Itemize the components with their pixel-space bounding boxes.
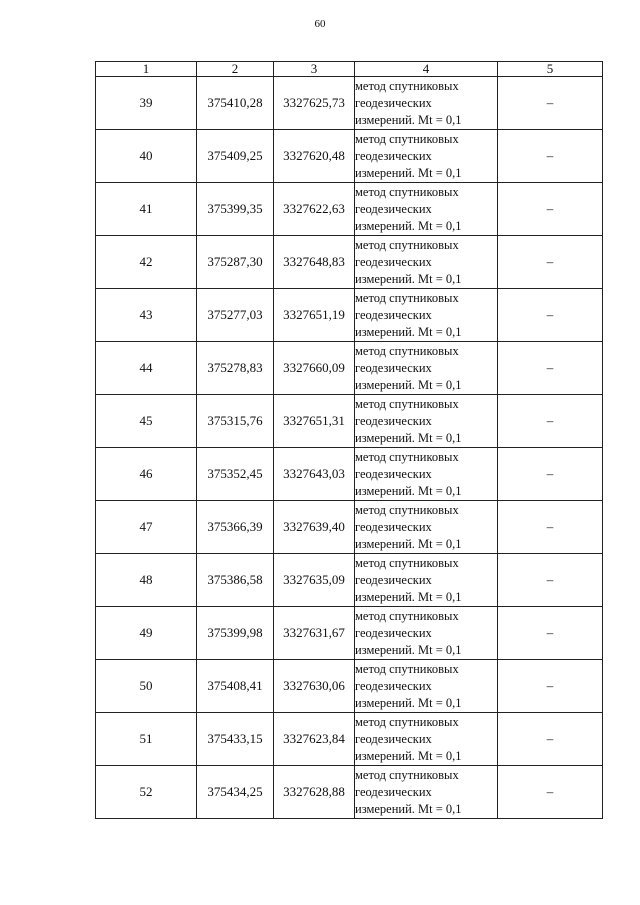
x-coordinate-cell: 375386,58	[197, 554, 274, 607]
method-line: геодезических	[355, 625, 432, 640]
y-coordinate-cell: 3327635,09	[274, 554, 355, 607]
y-coordinate-cell: 3327630,06	[274, 660, 355, 713]
method-line: метод спутниковых	[355, 608, 459, 623]
method-line: геодезических	[355, 784, 432, 799]
point-number-cell: 44	[96, 342, 197, 395]
table-row	[96, 183, 603, 236]
method-line: измерений. Mt = 0,1	[355, 589, 462, 604]
method-cell	[355, 395, 498, 448]
y-coordinate-cell: 3327639,40	[274, 501, 355, 554]
method-line: измерений. Mt = 0,1	[355, 801, 462, 816]
column-header-3: 3	[274, 62, 355, 77]
method-line: геодезических	[355, 519, 432, 534]
method-line: геодезических	[355, 413, 432, 428]
method-line: метод спутниковых	[355, 184, 459, 199]
method-cell	[355, 554, 498, 607]
note-cell: –	[498, 660, 603, 713]
method-line: метод спутниковых	[355, 131, 459, 146]
column-header-4: 4	[355, 62, 498, 77]
method-line: измерений. Mt = 0,1	[355, 112, 462, 127]
y-coordinate-cell: 3327648,83	[274, 236, 355, 289]
note-cell: –	[498, 183, 603, 236]
table-row	[96, 554, 603, 607]
method-line: метод спутниковых	[355, 555, 459, 570]
method-line: измерений. Mt = 0,1	[355, 165, 462, 180]
x-coordinate-cell: 375278,83	[197, 342, 274, 395]
table-row	[96, 236, 603, 289]
column-header-2: 2	[197, 62, 274, 77]
method-cell	[355, 236, 498, 289]
point-number-cell: 50	[96, 660, 197, 713]
method-line: геодезических	[355, 148, 432, 163]
point-number-cell: 52	[96, 766, 197, 819]
note-cell: –	[498, 77, 603, 130]
method-line: геодезических	[355, 466, 432, 481]
y-coordinate-cell: 3327643,03	[274, 448, 355, 501]
y-coordinate-cell: 3327660,09	[274, 342, 355, 395]
method-cell	[355, 501, 498, 554]
x-coordinate-cell: 375366,39	[197, 501, 274, 554]
page-number: 60	[314, 18, 326, 30]
method-cell	[355, 448, 498, 501]
point-number-cell: 51	[96, 713, 197, 766]
table-row	[96, 660, 603, 713]
table-row	[96, 342, 603, 395]
method-cell	[355, 77, 498, 130]
method-line: измерений. Mt = 0,1	[355, 271, 462, 286]
note-cell: –	[498, 713, 603, 766]
x-coordinate-cell: 375434,25	[197, 766, 274, 819]
method-cell	[355, 766, 498, 819]
method-line: измерений. Mt = 0,1	[355, 642, 462, 657]
x-coordinate-cell: 375399,98	[197, 607, 274, 660]
method-line: измерений. Mt = 0,1	[355, 377, 462, 392]
table-row	[96, 501, 603, 554]
table-row	[96, 766, 603, 819]
point-number-cell: 48	[96, 554, 197, 607]
table-row	[96, 607, 603, 660]
x-coordinate-cell: 375352,45	[197, 448, 274, 501]
method-cell	[355, 289, 498, 342]
note-cell: –	[498, 130, 603, 183]
table-header-row	[96, 62, 603, 77]
method-line: метод спутниковых	[355, 714, 459, 729]
point-number-cell: 40	[96, 130, 197, 183]
point-number-cell: 39	[96, 77, 197, 130]
x-coordinate-cell: 375433,15	[197, 713, 274, 766]
x-coordinate-cell: 375315,76	[197, 395, 274, 448]
point-number-cell: 43	[96, 289, 197, 342]
method-line: измерений. Mt = 0,1	[355, 324, 462, 339]
method-line: измерений. Mt = 0,1	[355, 430, 462, 445]
point-number-cell: 49	[96, 607, 197, 660]
method-line: геодезических	[355, 254, 432, 269]
note-cell: –	[498, 342, 603, 395]
y-coordinate-cell: 3327631,67	[274, 607, 355, 660]
x-coordinate-cell: 375408,41	[197, 660, 274, 713]
point-number-cell: 46	[96, 448, 197, 501]
note-cell: –	[498, 501, 603, 554]
table-body	[96, 77, 603, 819]
x-coordinate-cell: 375399,35	[197, 183, 274, 236]
table-row	[96, 130, 603, 183]
note-cell: –	[498, 448, 603, 501]
point-number-cell: 45	[96, 395, 197, 448]
method-line: измерений. Mt = 0,1	[355, 748, 462, 763]
table-row	[96, 77, 603, 130]
method-line: геодезических	[355, 95, 432, 110]
method-line: геодезических	[355, 360, 432, 375]
y-coordinate-cell: 3327620,48	[274, 130, 355, 183]
method-line: метод спутниковых	[355, 237, 459, 252]
note-cell: –	[498, 607, 603, 660]
method-line: геодезических	[355, 731, 432, 746]
method-line: геодезических	[355, 572, 432, 587]
y-coordinate-cell: 3327622,63	[274, 183, 355, 236]
method-cell	[355, 713, 498, 766]
method-line: метод спутниковых	[355, 767, 459, 782]
method-cell	[355, 607, 498, 660]
y-coordinate-cell: 3327651,31	[274, 395, 355, 448]
method-line: метод спутниковых	[355, 449, 459, 464]
coordinates-table	[95, 61, 603, 819]
method-line: метод спутниковых	[355, 290, 459, 305]
point-number-cell: 47	[96, 501, 197, 554]
column-header-5: 5	[498, 62, 603, 77]
x-coordinate-cell: 375410,28	[197, 77, 274, 130]
method-line: метод спутниковых	[355, 343, 459, 358]
column-header-1: 1	[96, 62, 197, 77]
y-coordinate-cell: 3327625,73	[274, 77, 355, 130]
note-cell: –	[498, 395, 603, 448]
table-row	[96, 448, 603, 501]
y-coordinate-cell: 3327623,84	[274, 713, 355, 766]
method-line: метод спутниковых	[355, 502, 459, 517]
x-coordinate-cell: 375409,25	[197, 130, 274, 183]
method-cell	[355, 342, 498, 395]
note-cell: –	[498, 236, 603, 289]
y-coordinate-cell: 3327651,19	[274, 289, 355, 342]
x-coordinate-cell: 375287,30	[197, 236, 274, 289]
table-row	[96, 289, 603, 342]
method-line: геодезических	[355, 201, 432, 216]
table-row	[96, 713, 603, 766]
method-line: измерений. Mt = 0,1	[355, 536, 462, 551]
method-line: метод спутниковых	[355, 78, 459, 93]
method-line: измерений. Mt = 0,1	[355, 483, 462, 498]
point-number-cell: 42	[96, 236, 197, 289]
note-cell: –	[498, 554, 603, 607]
x-coordinate-cell: 375277,03	[197, 289, 274, 342]
method-cell	[355, 130, 498, 183]
method-line: измерений. Mt = 0,1	[355, 695, 462, 710]
method-cell	[355, 660, 498, 713]
table-row	[96, 395, 603, 448]
method-line: измерений. Mt = 0,1	[355, 218, 462, 233]
y-coordinate-cell: 3327628,88	[274, 766, 355, 819]
method-line: геодезических	[355, 678, 432, 693]
method-line: метод спутниковых	[355, 396, 459, 411]
method-cell	[355, 183, 498, 236]
note-cell: –	[498, 766, 603, 819]
method-line: метод спутниковых	[355, 661, 459, 676]
method-line: геодезических	[355, 307, 432, 322]
note-cell: –	[498, 289, 603, 342]
point-number-cell: 41	[96, 183, 197, 236]
